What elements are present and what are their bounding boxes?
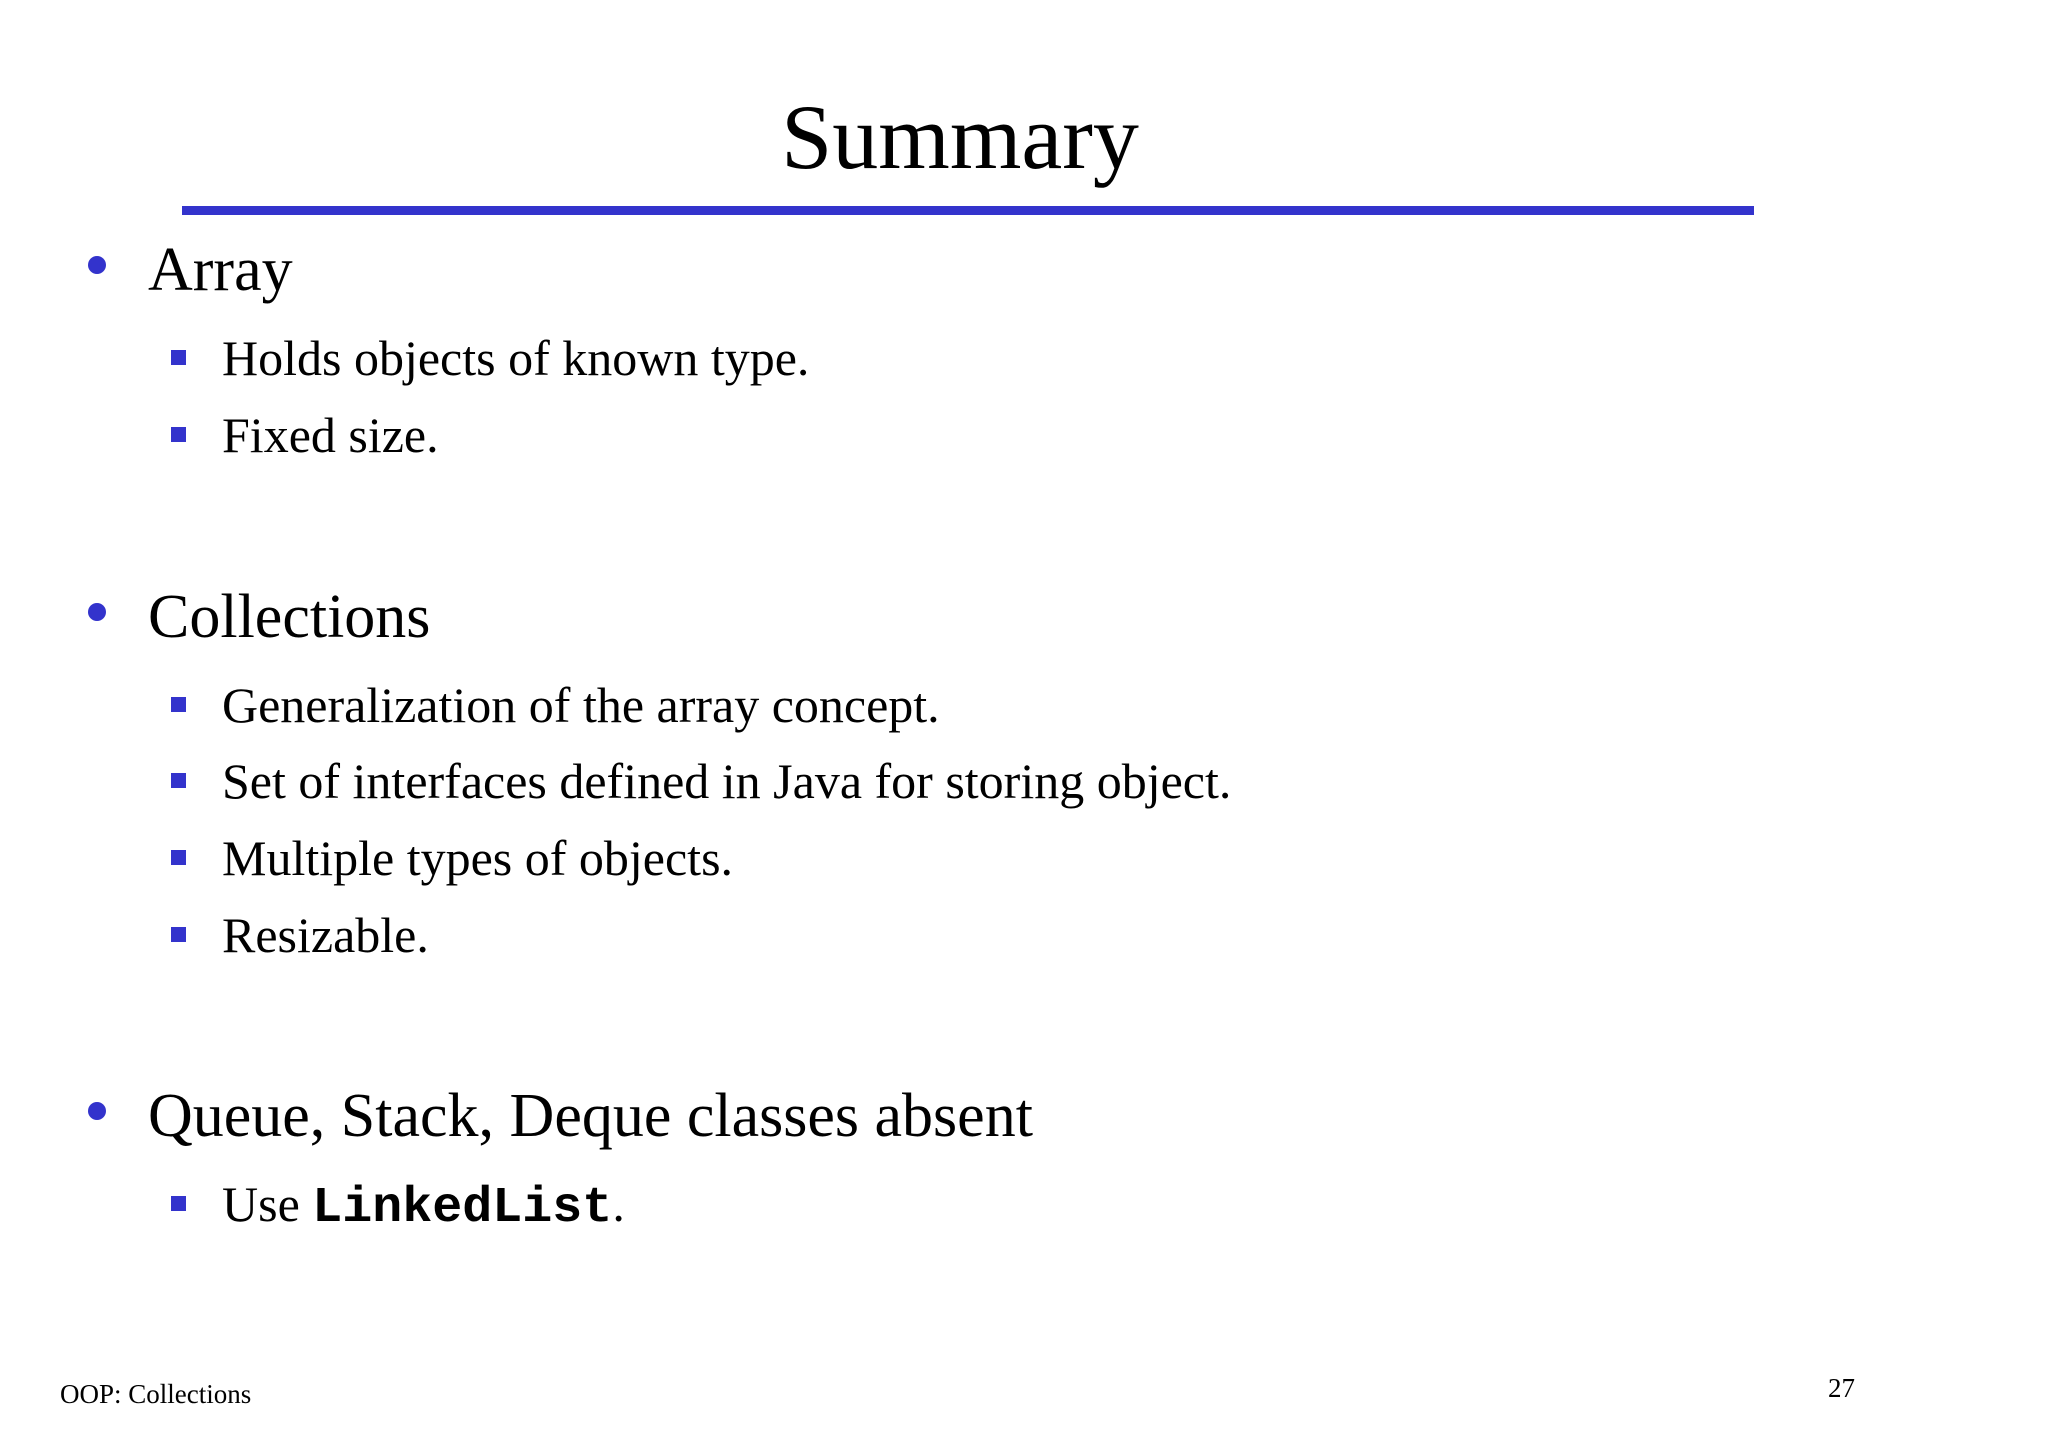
title-underline	[182, 206, 1754, 215]
square-bullet-icon	[171, 350, 186, 365]
round-bullet-icon	[88, 1102, 106, 1120]
list-item: Set of interfaces defined in Java for storing object.	[222, 753, 1232, 809]
code-linkedlist: LinkedList	[312, 1180, 613, 1237]
page-number: 27	[1828, 1373, 1855, 1403]
square-bullet-icon	[171, 773, 186, 788]
round-bullet-icon	[88, 603, 106, 621]
square-bullet-icon	[171, 427, 186, 442]
list-item: Resizable.	[222, 907, 429, 963]
square-bullet-icon	[171, 697, 186, 712]
list-item-text: .	[612, 1176, 625, 1232]
square-bullet-icon	[171, 1196, 186, 1211]
square-bullet-icon	[171, 927, 186, 942]
list-item-text: Use	[222, 1176, 313, 1232]
section-heading-queue-stack-deque: Queue, Stack, Deque classes absent	[148, 1082, 1033, 1150]
slide-title: Summary	[781, 86, 1139, 188]
list-item: Generalization of the array concept.	[222, 677, 940, 733]
list-item: Multiple types of objects.	[222, 830, 734, 886]
square-bullet-icon	[171, 850, 186, 865]
list-item: Fixed size.	[222, 407, 439, 463]
list-item	[222, 1174, 625, 1239]
footer-course-title: OOP: Collections	[60, 1379, 252, 1409]
round-bullet-icon	[88, 256, 106, 274]
list-item: Holds objects of known type.	[222, 330, 810, 386]
section-heading-array: Array	[148, 236, 293, 304]
section-heading-collections: Collections	[148, 583, 431, 651]
